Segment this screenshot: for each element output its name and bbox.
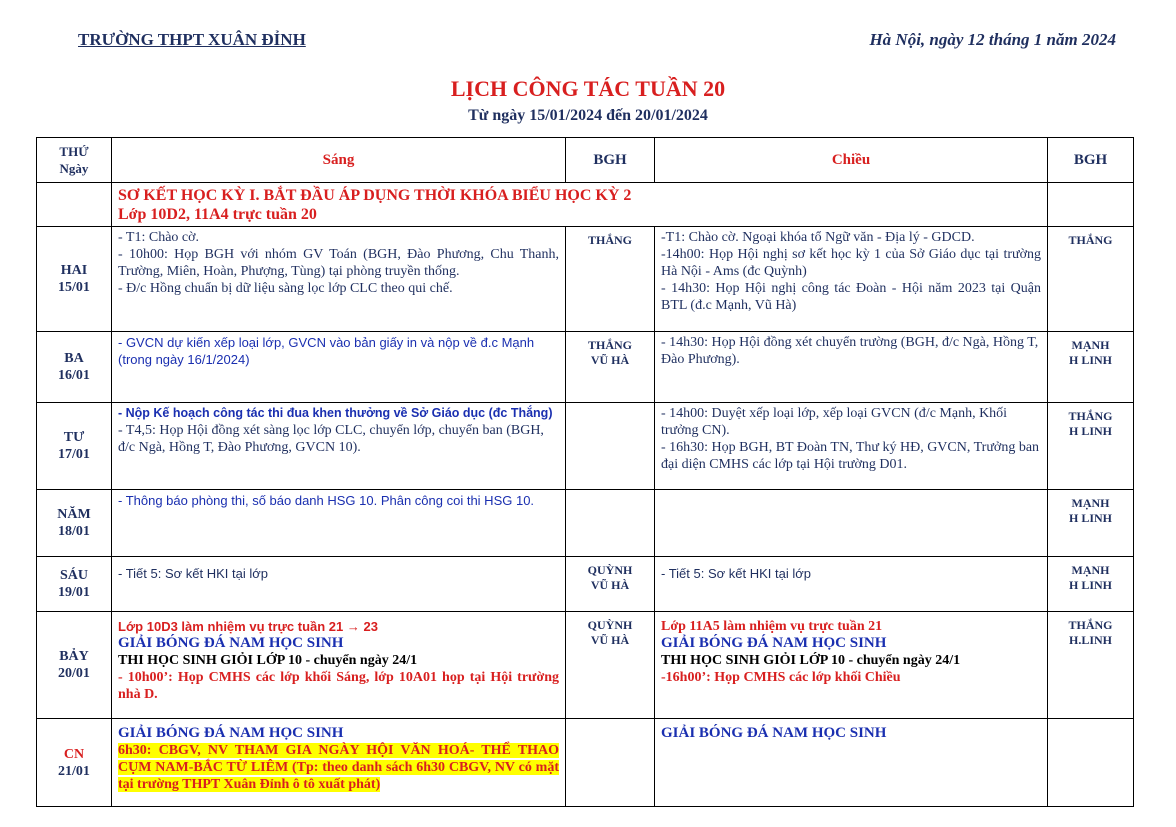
day-cell bbox=[37, 403, 112, 490]
table-header-row bbox=[37, 138, 1134, 183]
schedule-item: - 14h30: Họp Hội đồng xét chuyển trường (BGH, đ/c Ngà, Hồng T, Đào Phương). bbox=[661, 335, 1039, 367]
bgh-name: QUỲNH bbox=[587, 563, 633, 577]
school-name: TRƯỜNG THPT XUÂN ĐỈNH bbox=[78, 30, 306, 49]
bgh-name: MẠNH bbox=[1071, 563, 1110, 577]
bgh-name: H.LINH bbox=[1068, 633, 1112, 647]
bgh-name: QUỲNH bbox=[587, 618, 633, 632]
table-row bbox=[37, 719, 1134, 807]
banner-line-2: Lớp 10D2, 11A4 trực tuần 20 bbox=[118, 206, 317, 223]
schedule-item: - T1: Chào cờ. bbox=[118, 230, 200, 245]
schedule-item: GIẢI BÓNG ĐÁ NAM HỌC SINH bbox=[118, 635, 344, 651]
column-header-bgh-morning: BGH bbox=[566, 138, 655, 183]
table-row bbox=[37, 612, 1134, 719]
bgh-afternoon-cell bbox=[1048, 557, 1134, 612]
day-name: CN bbox=[63, 746, 85, 762]
day-name: BA bbox=[64, 351, 84, 366]
afternoon-cell bbox=[655, 612, 1048, 719]
bgh-morning-cell bbox=[566, 719, 655, 807]
morning-cell bbox=[112, 490, 566, 557]
schedule-item: - 14h30: Họp Hội nghị công tác Đoàn - Hội năm 2023 tại Quận BTL (đ.c Mạnh, Vũ Hà) bbox=[661, 281, 1041, 313]
schedule-item: - 16h30: Họp BGH, BT Đoàn TN, Thư ký HĐ, GVCN, Trưởng ban đại diện CMHS các lớp tại Hội trường D01. bbox=[661, 440, 1040, 472]
afternoon-cell bbox=[655, 490, 1048, 557]
day-cell bbox=[37, 332, 112, 403]
schedule-item: -T1: Chào cờ. Ngoại khóa tổ Ngữ văn - Địa lý - GDCD. bbox=[661, 230, 975, 245]
schedule-item: - GVCN dự kiến xếp loại lớp, GVCN vào bản giấy in và nộp về đ.c Mạnh (trong ngày 16/1/2024) bbox=[118, 335, 535, 367]
bgh-name: MẠNH bbox=[1071, 338, 1110, 352]
day-cell bbox=[37, 719, 112, 807]
morning-cell bbox=[112, 557, 566, 612]
schedule-item: -16h00’: Họp CMHS các lớp khối Chiều bbox=[661, 670, 901, 685]
schedule-item: GIẢI BÓNG ĐÁ NAM HỌC SINH bbox=[661, 725, 887, 741]
banner-spacer-cell bbox=[37, 183, 112, 227]
day-date: 17/01 bbox=[58, 447, 90, 462]
schedule-item: THI HỌC SINH GIỎI LỚP 10 - chuyển ngày 24/1 bbox=[118, 653, 418, 668]
bgh-morning-cell bbox=[566, 403, 655, 490]
bgh-morning-cell bbox=[566, 227, 655, 332]
page-subtitle: Từ ngày 15/01/2024 đến 20/01/2024 bbox=[468, 107, 708, 124]
banner-bgh-cell bbox=[1048, 183, 1134, 227]
day-date: 20/01 bbox=[58, 666, 90, 681]
bgh-name: VŨ HÀ bbox=[590, 353, 630, 367]
day-date: 19/01 bbox=[58, 585, 90, 600]
day-name: NĂM bbox=[57, 507, 91, 522]
afternoon-cell bbox=[655, 719, 1048, 807]
morning-cell bbox=[112, 332, 566, 403]
day-date: 18/01 bbox=[58, 524, 90, 539]
day-name: SÁU bbox=[59, 568, 88, 583]
schedule-item: - 10h00’: Họp CMHS các lớp khối Sáng, lớp 10A01 họp tại Hội trường nhà D. bbox=[118, 670, 559, 702]
day-cell bbox=[37, 227, 112, 332]
bgh-name: THẮNG bbox=[587, 338, 632, 352]
morning-cell bbox=[112, 719, 566, 807]
table-row bbox=[37, 490, 1134, 557]
bgh-name: THẮNG bbox=[587, 233, 632, 247]
bgh-afternoon-cell bbox=[1048, 719, 1134, 807]
bgh-name: THẮNG bbox=[1068, 618, 1113, 632]
day-date: 16/01 bbox=[58, 368, 90, 383]
day-cell bbox=[37, 557, 112, 612]
banner-row bbox=[37, 183, 1134, 227]
schedule-item: -14h00: Họp Hội nghị sơ kết học kỳ 1 của Sở Giáo dục tại trường Hà Nội - Ams (đc Quỳnh) bbox=[661, 247, 1041, 279]
bgh-name: MẠNH bbox=[1071, 496, 1110, 510]
bgh-afternoon-cell bbox=[1048, 332, 1134, 403]
document-date: Hà Nội, ngày 12 tháng 1 năm 2024 bbox=[869, 30, 1116, 49]
schedule-item: - 10h00: Họp BGH với nhóm GV Toán (BGH, Đào Phương, Chu Thanh, Trường, Miên, Hoàn, Phượng, Tùng) tại phòng truyền thống. bbox=[118, 247, 559, 279]
afternoon-cell bbox=[655, 403, 1048, 490]
bgh-morning-cell bbox=[566, 557, 655, 612]
schedule-item: - Đ/c Hồng chuẩn bị dữ liệu sàng lọc lớp CLC theo qui chế. bbox=[118, 281, 453, 296]
bgh-afternoon-cell bbox=[1048, 612, 1134, 719]
column-header-bgh-afternoon: BGH bbox=[1048, 138, 1134, 183]
table-row bbox=[37, 332, 1134, 403]
column-header-day bbox=[37, 138, 112, 183]
day-name: HAI bbox=[60, 263, 88, 278]
bgh-name: THẮNG bbox=[1068, 233, 1113, 247]
bgh-afternoon-cell bbox=[1048, 403, 1134, 490]
schedule-item: - Tiết 5: Sơ kết HKI tại lớp bbox=[118, 566, 268, 581]
day-date: 21/01 bbox=[58, 763, 90, 779]
bgh-name: VŨ HÀ bbox=[590, 633, 630, 647]
table-row bbox=[37, 227, 1134, 332]
table-row bbox=[37, 557, 1134, 612]
afternoon-cell bbox=[655, 332, 1048, 403]
schedule-item: - Nộp Kế hoạch công tác thi đua khen thưởng về Sở Giáo dục (đc Thắng) bbox=[118, 406, 553, 420]
column-header-morning: Sáng bbox=[112, 138, 566, 183]
day-name: BẢY bbox=[59, 649, 89, 664]
schedule-item: - Thông báo phòng thi, số báo danh HSG 10. Phân công coi thi HSG 10. bbox=[118, 493, 535, 508]
table-row bbox=[37, 403, 1134, 490]
bgh-name: VŨ HÀ bbox=[590, 578, 630, 592]
morning-cell bbox=[112, 403, 566, 490]
day-date: 15/01 bbox=[58, 280, 90, 295]
bgh-name: H LINH bbox=[1068, 511, 1112, 525]
highlighted-schedule-item: 6h30: CBGV, NV THAM GIA NGÀY HỘI VĂN HOÁ- THỂ THAO CỤM NAM-BẮC TỪ LIÊM (Tp: theo danh sách 6h30 CBGV, NV có mặt tại trường THPT Xuân Đỉnh ô tô xuất phát) bbox=[118, 743, 559, 792]
schedule-item: - 14h00: Duyệt xếp loại lớp, xếp loại GVCN (đ/c Mạnh, Khối trưởng CN). bbox=[661, 406, 1008, 438]
day-cell bbox=[37, 612, 112, 719]
morning-cell bbox=[112, 612, 566, 719]
bgh-name: H LINH bbox=[1068, 353, 1112, 367]
afternoon-cell bbox=[655, 227, 1048, 332]
schedule-item: GIẢI BÓNG ĐÁ NAM HỌC SINH bbox=[661, 635, 887, 651]
banner-cell bbox=[112, 183, 1048, 227]
bgh-afternoon-cell bbox=[1048, 227, 1134, 332]
bgh-morning-cell bbox=[566, 612, 655, 719]
schedule-item: THI HỌC SINH GIỎI LỚP 10 - chuyển ngày 24/1 bbox=[661, 653, 961, 668]
day-cell bbox=[37, 490, 112, 557]
schedule-item: GIẢI BÓNG ĐÁ NAM HỌC SINH bbox=[118, 725, 344, 741]
bgh-name: H LINH bbox=[1068, 578, 1112, 592]
schedule-item: - T4,5: Họp Hội đồng xét sàng lọc lớp CLC, chuyển lớp, chuyển ban (BGH, đ/c Ngà, Hồng T, Đào Phương, GVCN 10). bbox=[118, 423, 544, 455]
column-header-thu: THỨ bbox=[59, 144, 89, 159]
bgh-name: H LINH bbox=[1068, 424, 1112, 438]
day-name: TƯ bbox=[63, 430, 85, 445]
bgh-afternoon-cell bbox=[1048, 490, 1134, 557]
column-header-afternoon: Chiều bbox=[655, 138, 1048, 183]
banner-line-1: SƠ KẾT HỌC KỲ I. BẮT ĐẦU ÁP DỤNG THỜI KHÓA BIỂU HỌC KỲ 2 bbox=[118, 187, 632, 204]
morning-cell bbox=[112, 227, 566, 332]
schedule-item: Lớp 11A5 làm nhiệm vụ trực tuần 21 bbox=[661, 619, 883, 634]
page-title: LỊCH CÔNG TÁC TUẦN 20 bbox=[450, 76, 726, 101]
schedule-item: - Tiết 5: Sơ kết HKI tại lớp bbox=[661, 566, 811, 581]
bgh-morning-cell bbox=[566, 332, 655, 403]
bgh-name: THẮNG bbox=[1068, 409, 1113, 423]
schedule-table bbox=[36, 137, 1134, 807]
schedule-item: Lớp 10D3 làm nhiệm vụ trực tuần 21 → 23 bbox=[118, 619, 378, 634]
column-header-ngay: Ngày bbox=[59, 161, 89, 176]
afternoon-cell bbox=[655, 557, 1048, 612]
bgh-morning-cell bbox=[566, 490, 655, 557]
